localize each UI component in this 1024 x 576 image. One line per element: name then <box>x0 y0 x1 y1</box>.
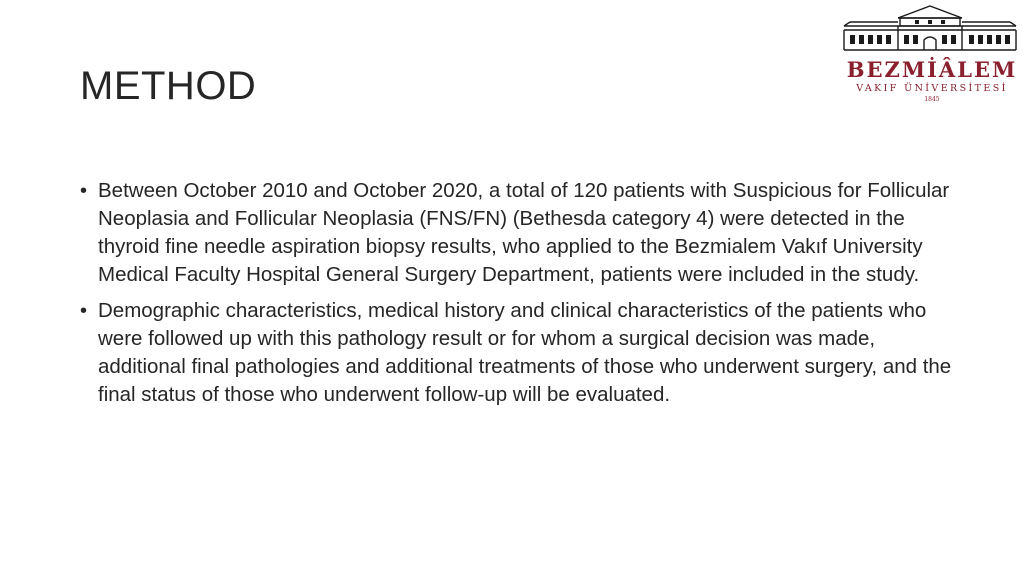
bullet-item <box>80 177 960 289</box>
logo-year: 1845 <box>924 96 940 103</box>
logo-name: BEZMİÂLEM <box>846 57 1018 82</box>
university-logo <box>840 4 1020 114</box>
building-icon <box>840 4 1020 56</box>
logo-subtitle: VAKIF ÜNİVERSİTESİ <box>856 83 1008 94</box>
bullet-list <box>80 177 960 409</box>
bullet-icon: • <box>80 300 88 322</box>
bullet-text: Demographic characteristics, medical history and clinical characteristics of the patients who were followed up with this pathology result or for whom a surgical decision was made, additional final pathologies and additional treatments of those who underwent surgery, and the final status of those who underwent follow-up will be evaluated. <box>98 299 952 406</box>
bullet-text: Between October 2010 and October 2020, a total of 120 patients with Suspicious for Follicular Neoplasia and Follicular Neoplasia (FNS/FN) (Bethesda category 4) were detected in the thyroid fine needle aspiration biopsy results, who applied to the Bezmialem Vakıf University Medical Faculty Hospital General Surgery Department, patients were included in the study. <box>98 179 950 286</box>
bullet-item <box>80 297 960 409</box>
slide-title: METHOD <box>80 64 257 108</box>
bullet-icon: • <box>80 180 88 202</box>
slide-body <box>80 177 960 417</box>
